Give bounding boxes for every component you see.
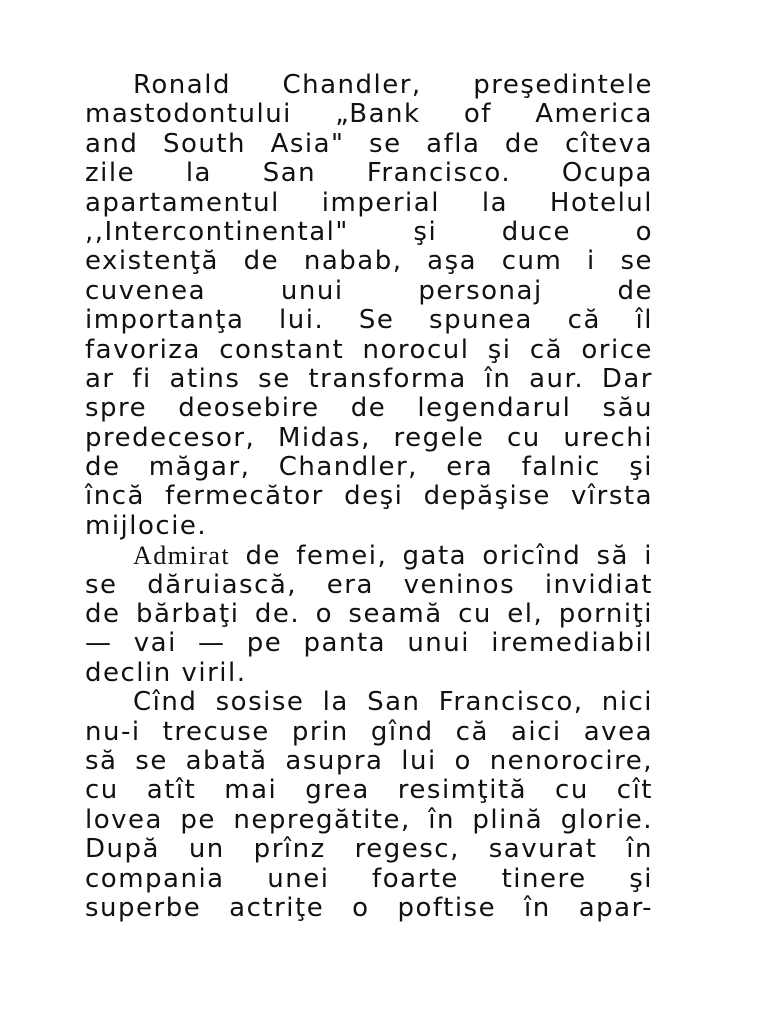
paragraph-2 xyxy=(85,541,653,688)
first-word: Admirat xyxy=(133,541,231,571)
paragraph-3 xyxy=(85,688,653,923)
text-line: de măgar, Chandler, era falnic şi xyxy=(85,452,653,483)
text-line: cuvenea unui personaj de xyxy=(85,275,653,306)
line-text: de femei, gata oricînd să i xyxy=(245,541,654,572)
text-line: declin viril. xyxy=(85,657,247,688)
text-line: compania unei foarte tinere şi xyxy=(85,863,653,894)
text-line: se dăruiască, era veninos invidiat xyxy=(85,569,653,600)
text-line: ar fi atins se transforma în aur. Dar xyxy=(85,363,653,394)
text-line: and South Asia" se afla de cîteva xyxy=(85,128,653,159)
body-text xyxy=(85,71,653,923)
text-line xyxy=(85,541,653,570)
text-line: spre deosebire de legendarul său xyxy=(85,393,653,424)
text-line: de bărbaţi de. o seamă cu el, porniţi xyxy=(85,599,653,630)
text-line: predecesor, Midas, regele cu urechi xyxy=(85,422,653,453)
text-line: cu atît mai grea resimţită cu cît xyxy=(85,775,653,806)
text-line: superbe actriţe o poftise în apar- xyxy=(85,892,653,923)
text-line: încă fermecător deşi depăşise vîrsta xyxy=(85,481,653,512)
text-line: lovea pe nepregătite, în plină glorie. xyxy=(85,804,653,835)
text-line: mijlocie. xyxy=(85,510,208,541)
text-line: mastodontului „Bank of America xyxy=(85,99,653,130)
text-line: să se abată asupra lui o nenorocire, xyxy=(85,745,653,776)
text-line: Cînd sosise la San Francisco, nici xyxy=(133,687,653,718)
text-line: După un prînz regesc, savurat în xyxy=(85,834,653,865)
text-line: existenţă de nabab, aşa cum i se xyxy=(85,246,653,277)
text-line: Ronald Chandler, preşedintele xyxy=(133,70,653,100)
text-line: nu-i trecuse prin gînd că aici avea xyxy=(85,716,653,747)
text-line: apartamentul imperial la Hotelul xyxy=(85,187,653,218)
paragraph-1 xyxy=(85,71,653,541)
text-line: favoriza constant norocul şi că orice xyxy=(85,334,653,365)
text-line: importanţa lui. Se spunea că îl xyxy=(85,305,653,336)
text-line: zile la San Francisco. Ocupa xyxy=(85,158,653,189)
text-line: ,,Intercontinental" şi duce o xyxy=(85,216,653,247)
text-line: — vai — pe panta unui iremediabil xyxy=(85,628,653,659)
